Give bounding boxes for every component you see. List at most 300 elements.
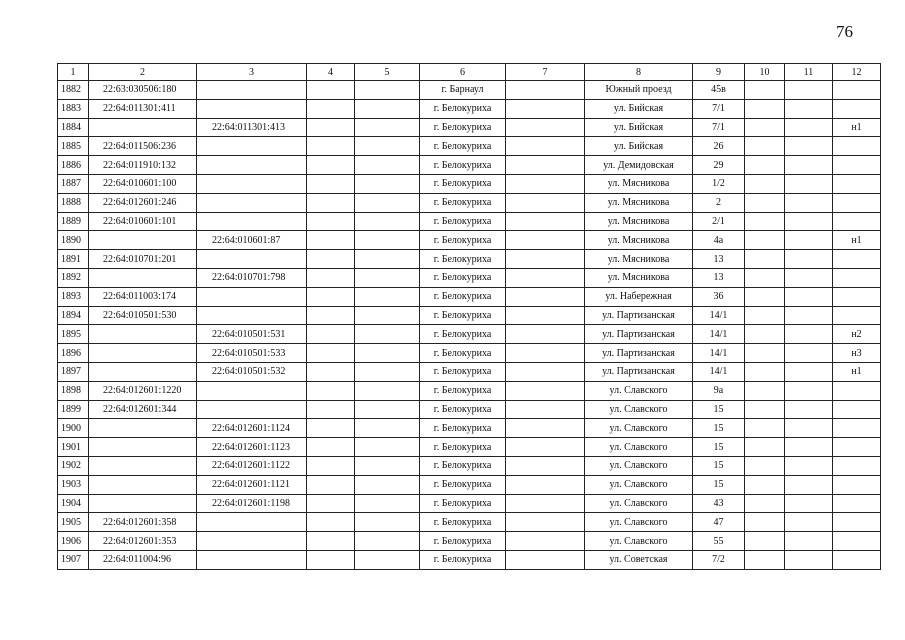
cell-col-7 (506, 438, 585, 457)
cell-col-1: 1883 (58, 99, 89, 118)
cell-col-7 (506, 344, 585, 363)
cell-col-8: ул. Набережная (585, 287, 693, 306)
cell-col-6: г. Белокуриха (420, 325, 506, 344)
table-row (58, 287, 881, 306)
cell-col-5 (355, 118, 420, 137)
cell-col-2: 22:63:030506:180 (89, 81, 197, 100)
cell-col-9: 7/1 (693, 99, 745, 118)
cell-col-3 (197, 156, 307, 175)
cell-col-8: ул. Славского (585, 400, 693, 419)
cell-col-4 (307, 381, 355, 400)
cell-col-4 (307, 325, 355, 344)
cell-col-12 (833, 306, 881, 325)
cell-col-10 (745, 81, 785, 100)
cell-col-4 (307, 212, 355, 231)
table-row (58, 400, 881, 419)
cell-col-4 (307, 137, 355, 156)
cell-col-7 (506, 532, 585, 551)
cell-col-1: 1900 (58, 419, 89, 438)
cell-col-4 (307, 268, 355, 287)
cell-col-7 (506, 193, 585, 212)
cell-col-10 (745, 438, 785, 457)
cell-col-6: г. Белокуриха (420, 438, 506, 457)
table-row (58, 532, 881, 551)
cell-col-3 (197, 212, 307, 231)
cell-col-6: г. Белокуриха (420, 344, 506, 363)
cell-col-1: 1890 (58, 231, 89, 250)
cell-col-6: г. Белокуриха (420, 306, 506, 325)
cell-col-2 (89, 231, 197, 250)
cell-col-12: н2 (833, 325, 881, 344)
cell-col-9: 13 (693, 268, 745, 287)
cell-col-1: 1907 (58, 550, 89, 569)
cell-col-11 (785, 381, 833, 400)
cell-col-12 (833, 137, 881, 156)
cell-col-5 (355, 344, 420, 363)
cell-col-12 (833, 174, 881, 193)
cell-col-2 (89, 494, 197, 513)
cell-col-11 (785, 494, 833, 513)
table-row (58, 550, 881, 569)
cell-col-9: 45в (693, 81, 745, 100)
cell-col-3: 22:64:010701:798 (197, 268, 307, 287)
cell-col-6: г. Барнаул (420, 81, 506, 100)
cell-col-8: Южный проезд (585, 81, 693, 100)
cell-col-8: ул. Славского (585, 475, 693, 494)
cell-col-1: 1895 (58, 325, 89, 344)
cell-col-11 (785, 419, 833, 438)
cell-col-9: 43 (693, 494, 745, 513)
cell-col-2 (89, 344, 197, 363)
cell-col-4 (307, 81, 355, 100)
cell-col-12 (833, 212, 881, 231)
cell-col-1: 1887 (58, 174, 89, 193)
cell-col-5 (355, 250, 420, 269)
table-row (58, 81, 881, 100)
cell-col-8: ул. Партизанская (585, 325, 693, 344)
cell-col-8: ул. Мясникова (585, 268, 693, 287)
cell-col-7 (506, 550, 585, 569)
cell-col-3 (197, 306, 307, 325)
cell-col-10 (745, 268, 785, 287)
cell-col-12: н1 (833, 231, 881, 250)
cell-col-6: г. Белокуриха (420, 212, 506, 231)
cell-col-3 (197, 532, 307, 551)
cell-col-7 (506, 99, 585, 118)
cell-col-10 (745, 250, 785, 269)
header-row (58, 64, 881, 81)
cell-col-3: 22:64:011301:413 (197, 118, 307, 137)
cell-col-3 (197, 81, 307, 100)
cell-col-1: 1894 (58, 306, 89, 325)
cell-col-11 (785, 438, 833, 457)
cell-col-10 (745, 118, 785, 137)
cell-col-11 (785, 231, 833, 250)
cell-col-11 (785, 212, 833, 231)
table-row (58, 212, 881, 231)
column-header-7: 7 (506, 64, 585, 81)
cell-col-11 (785, 137, 833, 156)
cell-col-5 (355, 99, 420, 118)
column-header-4: 4 (307, 64, 355, 81)
cell-col-4 (307, 306, 355, 325)
cell-col-9: 14/1 (693, 306, 745, 325)
cell-col-8: ул. Партизанская (585, 344, 693, 363)
table-row (58, 99, 881, 118)
cell-col-4 (307, 438, 355, 457)
cell-col-3 (197, 99, 307, 118)
cell-col-5 (355, 81, 420, 100)
table-row (58, 174, 881, 193)
cell-col-9: 15 (693, 400, 745, 419)
cell-col-8: ул. Славского (585, 419, 693, 438)
cell-col-10 (745, 419, 785, 438)
cell-col-12 (833, 268, 881, 287)
cell-col-4 (307, 456, 355, 475)
cell-col-2: 22:64:011506:236 (89, 137, 197, 156)
cell-col-3: 22:64:012601:1122 (197, 456, 307, 475)
cell-col-4 (307, 494, 355, 513)
cell-col-7 (506, 212, 585, 231)
cell-col-3 (197, 287, 307, 306)
cell-col-6: г. Белокуриха (420, 381, 506, 400)
cell-col-10 (745, 306, 785, 325)
table-row (58, 231, 881, 250)
table-row (58, 381, 881, 400)
cell-col-7 (506, 231, 585, 250)
cell-col-7 (506, 362, 585, 381)
cell-col-11 (785, 513, 833, 532)
cell-col-8: ул. Бийская (585, 118, 693, 137)
cell-col-1: 1906 (58, 532, 89, 551)
cell-col-7 (506, 306, 585, 325)
cell-col-5 (355, 438, 420, 457)
cell-col-5 (355, 381, 420, 400)
cell-col-6: г. Белокуриха (420, 475, 506, 494)
cell-col-9: 9а (693, 381, 745, 400)
cell-col-5 (355, 475, 420, 494)
cell-col-8: ул. Партизанская (585, 306, 693, 325)
cell-col-4 (307, 193, 355, 212)
cell-col-10 (745, 494, 785, 513)
cell-col-9: 2/1 (693, 212, 745, 231)
cell-col-8: ул. Мясникова (585, 250, 693, 269)
cell-col-1: 1902 (58, 456, 89, 475)
cell-col-6: г. Белокуриха (420, 513, 506, 532)
cell-col-3 (197, 400, 307, 419)
column-header-2: 2 (89, 64, 197, 81)
column-header-1: 1 (58, 64, 89, 81)
table-row (58, 250, 881, 269)
cell-col-4 (307, 475, 355, 494)
cell-col-3: 22:64:010501:533 (197, 344, 307, 363)
cell-col-10 (745, 550, 785, 569)
cell-col-12 (833, 494, 881, 513)
cell-col-9: 47 (693, 513, 745, 532)
cell-col-1: 1889 (58, 212, 89, 231)
cell-col-12 (833, 250, 881, 269)
cell-col-12 (833, 156, 881, 175)
cell-col-11 (785, 550, 833, 569)
cell-col-3: 22:64:012601:1123 (197, 438, 307, 457)
cell-col-10 (745, 137, 785, 156)
cell-col-8: ул. Партизанская (585, 362, 693, 381)
cell-col-1: 1898 (58, 381, 89, 400)
cell-col-3: 22:64:012601:1198 (197, 494, 307, 513)
table-row (58, 137, 881, 156)
cell-col-2: 22:64:011910:132 (89, 156, 197, 175)
cell-col-2: 22:64:012601:353 (89, 532, 197, 551)
cell-col-8: ул. Бийская (585, 137, 693, 156)
cell-col-7 (506, 118, 585, 137)
cell-col-2: 22:64:012601:344 (89, 400, 197, 419)
cell-col-11 (785, 118, 833, 137)
cell-col-8: ул. Мясникова (585, 174, 693, 193)
cell-col-6: г. Белокуриха (420, 287, 506, 306)
cell-col-2: 22:64:012601:358 (89, 513, 197, 532)
cell-col-2: 22:64:011301:411 (89, 99, 197, 118)
cell-col-3 (197, 250, 307, 269)
cell-col-6: г. Белокуриха (420, 250, 506, 269)
cell-col-4 (307, 550, 355, 569)
cell-col-10 (745, 344, 785, 363)
cell-col-7 (506, 456, 585, 475)
cell-col-10 (745, 532, 785, 551)
cell-col-9: 29 (693, 156, 745, 175)
cell-col-2: 22:64:010501:530 (89, 306, 197, 325)
cell-col-12: н3 (833, 344, 881, 363)
cell-col-12 (833, 550, 881, 569)
cell-col-2: 22:64:012601:1220 (89, 381, 197, 400)
cell-col-9: 7/1 (693, 118, 745, 137)
cell-col-7 (506, 325, 585, 344)
cell-col-4 (307, 250, 355, 269)
cell-col-12 (833, 400, 881, 419)
cell-col-8: ул. Славского (585, 494, 693, 513)
cell-col-10 (745, 513, 785, 532)
cell-col-7 (506, 494, 585, 513)
cell-col-11 (785, 325, 833, 344)
cell-col-8: ул. Славского (585, 381, 693, 400)
cell-col-4 (307, 532, 355, 551)
cell-col-9: 14/1 (693, 325, 745, 344)
cell-col-8: ул. Советская (585, 550, 693, 569)
cell-col-2: 22:64:012601:246 (89, 193, 197, 212)
table-row (58, 438, 881, 457)
cell-col-9: 2 (693, 193, 745, 212)
column-header-11: 11 (785, 64, 833, 81)
cell-col-6: г. Белокуриха (420, 268, 506, 287)
cell-col-5 (355, 156, 420, 175)
cell-col-1: 1901 (58, 438, 89, 457)
cell-col-1: 1893 (58, 287, 89, 306)
cell-col-3: 22:64:010601:87 (197, 231, 307, 250)
cell-col-8: ул. Мясникова (585, 193, 693, 212)
cell-col-7 (506, 475, 585, 494)
cell-col-3 (197, 137, 307, 156)
cell-col-5 (355, 400, 420, 419)
cell-col-5 (355, 268, 420, 287)
cell-col-10 (745, 362, 785, 381)
cell-col-6: г. Белокуриха (420, 193, 506, 212)
cell-col-5 (355, 231, 420, 250)
cell-col-9: 7/2 (693, 550, 745, 569)
cell-col-9: 1/2 (693, 174, 745, 193)
cell-col-12 (833, 456, 881, 475)
cell-col-3 (197, 550, 307, 569)
cell-col-5 (355, 137, 420, 156)
table-row (58, 156, 881, 175)
cell-col-4 (307, 231, 355, 250)
cell-col-9: 15 (693, 475, 745, 494)
cell-col-5 (355, 550, 420, 569)
cell-col-6: г. Белокуриха (420, 550, 506, 569)
cell-col-12 (833, 513, 881, 532)
cell-col-11 (785, 99, 833, 118)
cell-col-11 (785, 532, 833, 551)
column-header-10: 10 (745, 64, 785, 81)
cell-col-5 (355, 174, 420, 193)
cell-col-2 (89, 456, 197, 475)
cell-col-4 (307, 344, 355, 363)
cell-col-10 (745, 231, 785, 250)
cell-col-7 (506, 81, 585, 100)
column-header-9: 9 (693, 64, 745, 81)
cell-col-9: 13 (693, 250, 745, 269)
page-number: 76 (836, 22, 853, 41)
cell-col-7 (506, 137, 585, 156)
cell-col-3: 22:64:012601:1124 (197, 419, 307, 438)
table-row (58, 456, 881, 475)
cell-col-1: 1896 (58, 344, 89, 363)
cell-col-1: 1905 (58, 513, 89, 532)
cell-col-1: 1882 (58, 81, 89, 100)
cell-col-5 (355, 456, 420, 475)
table-row (58, 419, 881, 438)
cell-col-1: 1884 (58, 118, 89, 137)
cell-col-2 (89, 419, 197, 438)
cell-col-11 (785, 250, 833, 269)
cell-col-3 (197, 193, 307, 212)
cell-col-3: 22:64:010501:532 (197, 362, 307, 381)
cell-col-11 (785, 156, 833, 175)
cell-col-12 (833, 99, 881, 118)
cell-col-2 (89, 118, 197, 137)
cell-col-11 (785, 362, 833, 381)
table-body (58, 81, 881, 570)
cell-col-7 (506, 250, 585, 269)
cell-col-4 (307, 419, 355, 438)
cell-col-5 (355, 494, 420, 513)
column-header-8: 8 (585, 64, 693, 81)
cell-col-7 (506, 400, 585, 419)
cell-col-8: ул. Славского (585, 456, 693, 475)
cell-col-11 (785, 81, 833, 100)
cell-col-9: 15 (693, 438, 745, 457)
cell-col-9: 15 (693, 456, 745, 475)
cell-col-1: 1897 (58, 362, 89, 381)
cell-col-3: 22:64:010501:531 (197, 325, 307, 344)
cell-col-5 (355, 325, 420, 344)
cell-col-11 (785, 174, 833, 193)
cell-col-2: 22:64:010601:100 (89, 174, 197, 193)
cell-col-7 (506, 268, 585, 287)
cell-col-6: г. Белокуриха (420, 156, 506, 175)
cell-col-8: ул. Демидовская (585, 156, 693, 175)
cell-col-12 (833, 287, 881, 306)
cell-col-3 (197, 174, 307, 193)
cell-col-1: 1885 (58, 137, 89, 156)
cell-col-6: г. Белокуриха (420, 456, 506, 475)
cell-col-3: 22:64:012601:1121 (197, 475, 307, 494)
cell-col-10 (745, 475, 785, 494)
table-row (58, 193, 881, 212)
cell-col-6: г. Белокуриха (420, 400, 506, 419)
cell-col-1: 1891 (58, 250, 89, 269)
cell-col-10 (745, 381, 785, 400)
cell-col-5 (355, 306, 420, 325)
cell-col-7 (506, 419, 585, 438)
cell-col-8: ул. Славского (585, 513, 693, 532)
cell-col-9: 26 (693, 137, 745, 156)
cell-col-7 (506, 287, 585, 306)
cell-col-5 (355, 193, 420, 212)
cell-col-2 (89, 325, 197, 344)
cell-col-10 (745, 456, 785, 475)
cell-col-1: 1899 (58, 400, 89, 419)
cell-col-2 (89, 362, 197, 381)
cell-col-9: 14/1 (693, 344, 745, 363)
cell-col-6: г. Белокуриха (420, 231, 506, 250)
cell-col-2 (89, 475, 197, 494)
cell-col-11 (785, 456, 833, 475)
cell-col-12 (833, 193, 881, 212)
cell-col-6: г. Белокуриха (420, 362, 506, 381)
cell-col-7 (506, 174, 585, 193)
cell-col-7 (506, 156, 585, 175)
cell-col-6: г. Белокуриха (420, 494, 506, 513)
cell-col-5 (355, 212, 420, 231)
cell-col-12 (833, 438, 881, 457)
cell-col-1: 1903 (58, 475, 89, 494)
cell-col-2 (89, 438, 197, 457)
table-row (58, 344, 881, 363)
cell-col-6: г. Белокуриха (420, 419, 506, 438)
column-header-3: 3 (197, 64, 307, 81)
cell-col-10 (745, 325, 785, 344)
cell-col-1: 1892 (58, 268, 89, 287)
cell-col-5 (355, 532, 420, 551)
cell-col-8: ул. Мясникова (585, 231, 693, 250)
cell-col-4 (307, 400, 355, 419)
cell-col-11 (785, 193, 833, 212)
cell-col-4 (307, 362, 355, 381)
cell-col-12 (833, 381, 881, 400)
cell-col-11 (785, 287, 833, 306)
table-row (58, 475, 881, 494)
table-row (58, 513, 881, 532)
cell-col-4 (307, 287, 355, 306)
table-row (58, 118, 881, 137)
cell-col-10 (745, 174, 785, 193)
cell-col-7 (506, 381, 585, 400)
cell-col-11 (785, 475, 833, 494)
cell-col-10 (745, 193, 785, 212)
cell-col-7 (506, 513, 585, 532)
cell-col-9: 36 (693, 287, 745, 306)
cell-col-8: ул. Бийская (585, 99, 693, 118)
cell-col-12: н1 (833, 362, 881, 381)
